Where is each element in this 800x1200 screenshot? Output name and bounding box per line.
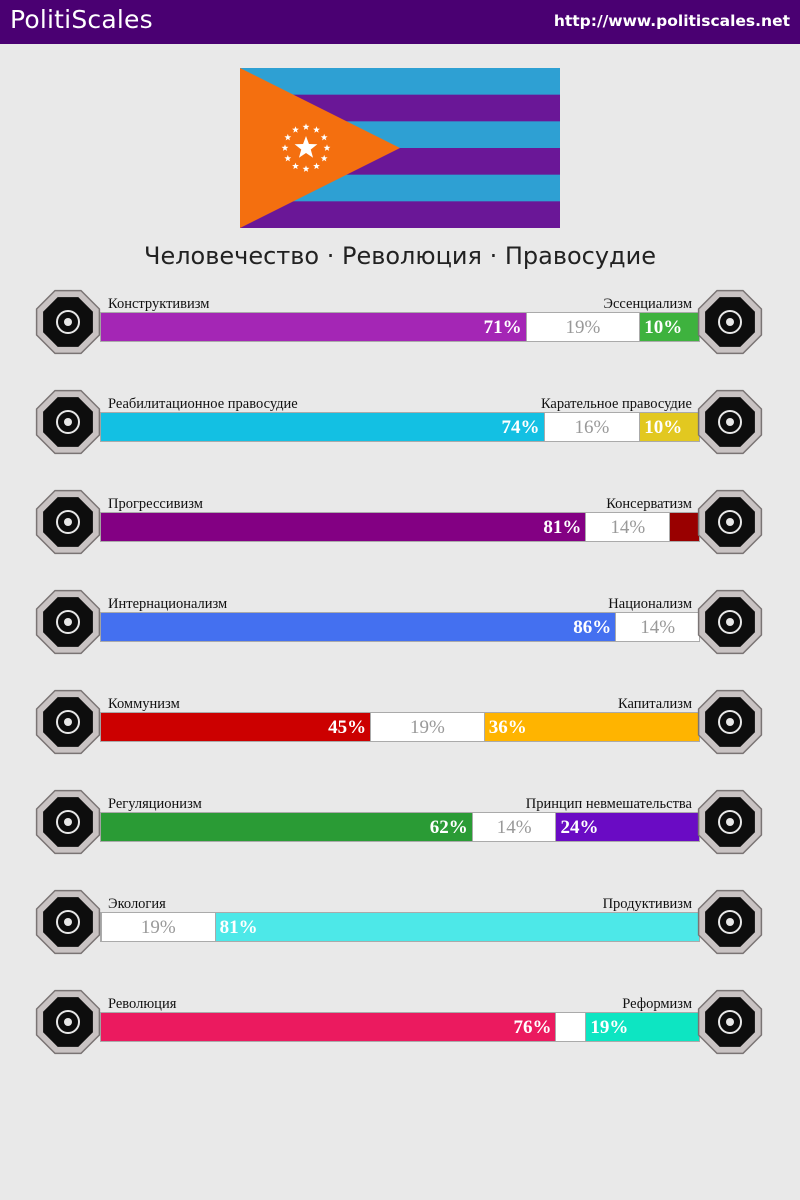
axis-row — [0, 788, 800, 888]
left-segment: 74% — [101, 413, 544, 441]
ballot-icon — [696, 988, 764, 1066]
score-bar — [100, 312, 700, 342]
right-label: Продуктивизм — [602, 896, 692, 912]
axis-row — [0, 588, 800, 688]
score-bar — [100, 512, 700, 542]
right-segment: 10% — [639, 313, 699, 341]
right-label: Реформизм — [622, 996, 692, 1012]
score-bar — [100, 812, 700, 842]
left-segment: 71% — [101, 313, 526, 341]
right-segment: 19% — [585, 1013, 699, 1041]
center-segment: 19% — [101, 913, 215, 941]
axis-row — [0, 988, 800, 1088]
gear-icon — [696, 888, 764, 966]
left-label: Конструктивизм — [108, 296, 210, 312]
right-label: Принцип невмешательства — [525, 796, 692, 812]
axis-row — [0, 888, 800, 988]
prison-bars-icon — [696, 388, 764, 466]
sprout-icon — [34, 888, 102, 966]
ruler-icon — [34, 788, 102, 866]
butterfly-icon — [696, 788, 764, 866]
hammer-sickle-icon — [34, 688, 102, 766]
score-bar — [100, 412, 700, 442]
left-label: Регуляционизм — [108, 796, 202, 812]
right-segment: 81% — [215, 913, 699, 941]
score-bar — [100, 912, 700, 942]
right-label: Капитализм — [617, 696, 692, 712]
quill-icon — [696, 488, 764, 566]
center-segment: 19% — [526, 313, 640, 341]
score-bar — [100, 1012, 700, 1042]
eye-icon — [34, 288, 102, 366]
score-bar — [100, 712, 700, 742]
axis-row — [0, 488, 800, 588]
fist-icon — [34, 988, 102, 1066]
center-segment: 14% — [585, 513, 669, 541]
site-url-link[interactable]: http://www.politiscales.net — [553, 12, 790, 30]
left-label: Интернационализм — [108, 596, 228, 612]
right-label: Карательное правосудие — [540, 396, 692, 412]
left-segment: 81% — [101, 513, 585, 541]
globe-icon — [34, 588, 102, 666]
left-label: Прогрессивизм — [108, 496, 203, 512]
left-segment: 76% — [101, 1013, 555, 1041]
ideology-slogan: Человечество · Революция · Правосудие — [143, 242, 657, 270]
comet-icon — [34, 488, 102, 566]
flag — [240, 68, 560, 228]
center-segment — [555, 1013, 585, 1041]
left-label: Экология — [108, 896, 166, 912]
axis-row — [0, 388, 800, 488]
right-label: Консерватизм — [606, 496, 692, 512]
app-header — [0, 0, 800, 44]
right-segment: 36% — [484, 713, 699, 741]
score-bar — [100, 612, 700, 642]
left-label: Революция — [108, 996, 177, 1012]
money-bag-icon — [696, 688, 764, 766]
right-segment: 10% — [639, 413, 699, 441]
center-segment: 14% — [615, 613, 699, 641]
handshake-icon — [34, 388, 102, 466]
flower-icon — [696, 288, 764, 366]
brand-logo[interactable]: PolitiScales — [10, 5, 153, 34]
right-segment: 24% — [555, 813, 699, 841]
axis-row — [0, 688, 800, 788]
left-segment: 86% — [101, 613, 615, 641]
left-segment: 45% — [101, 713, 370, 741]
left-label: Реабилитационное правосудие — [108, 396, 298, 412]
center-segment: 14% — [472, 813, 556, 841]
left-label: Коммунизм — [108, 696, 180, 712]
right-segment — [669, 513, 699, 541]
center-segment: 16% — [544, 413, 640, 441]
axis-row — [0, 288, 800, 388]
left-segment: 62% — [101, 813, 472, 841]
right-label: Эссенциализм — [603, 296, 692, 312]
center-segment: 19% — [370, 713, 484, 741]
flag-icon — [696, 588, 764, 666]
right-label: Национализм — [608, 596, 692, 612]
